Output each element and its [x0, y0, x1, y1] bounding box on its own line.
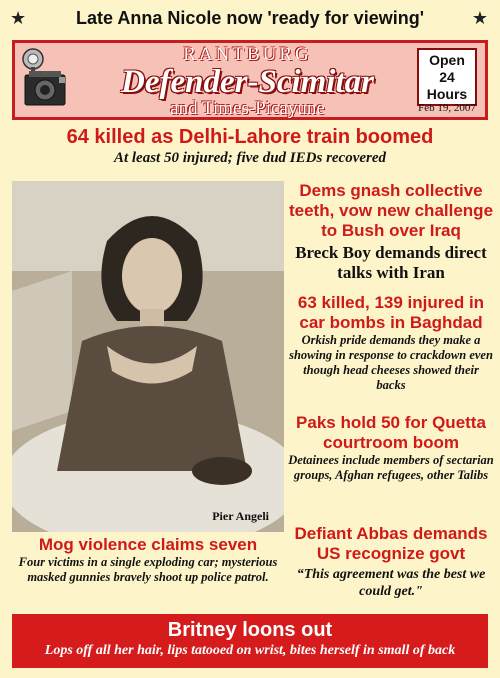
open-hours-box: [417, 48, 477, 106]
story-abbas: [288, 524, 494, 600]
story-subhead: “This agreement was the best we could get.": [296, 567, 486, 599]
masthead: [12, 40, 488, 120]
bottom-banner: [12, 614, 488, 668]
portrait-image: [12, 181, 284, 532]
story-baghdad: [288, 293, 494, 393]
story-mog: [12, 535, 284, 585]
masthead-line-defender: Defender-Scimitar: [121, 64, 374, 100]
story-headline[interactable]: Dems gnash collective teeth, vow new challenge to Bush over Iraq: [288, 181, 494, 240]
story-headline[interactable]: Paks hold 50 for Quetta courtroom boom: [296, 413, 486, 452]
photo-caption: Pier Angeli: [212, 509, 269, 523]
story-deck[interactable]: Breck Boy demands direct talks with Iran: [295, 243, 487, 282]
hours-line-24: 24: [439, 69, 455, 85]
story-subhead: Detainees include members of sectarian groups, Afghan refugees, other Talibs: [288, 453, 494, 482]
story-headline[interactable]: Mog violence claims seven: [38, 535, 258, 554]
feature-photo[interactable]: [12, 181, 284, 532]
story-quetta: [288, 413, 494, 483]
press-camera-icon: [19, 47, 71, 113]
bottom-banner-subhead: Lops off all her hair, lips tatooed on wrist, bites herself in small of back: [44, 643, 456, 658]
story-headline[interactable]: Defiant Abbas demands US recognize govt: [294, 524, 488, 563]
star-icon: ★: [471, 8, 488, 29]
lead-subhead: At least 50 injured; five dud IEDs recovered: [113, 150, 387, 166]
story-subhead: Orkish pride demands they make a showing in response to crackdown even though head cheeses showed their backs: [289, 333, 493, 392]
top-banner: [0, 0, 500, 38]
bottom-banner-headline[interactable]: Britney loons out: [167, 619, 333, 641]
hours-line-open: Open: [429, 52, 465, 68]
hours-line-hours: Hours: [426, 86, 468, 102]
masthead-line-times: and Times-Picayune: [170, 98, 325, 119]
masthead-line-rantburg: RANTBURG: [183, 44, 312, 65]
lead-headline[interactable]: 64 killed as Delhi-Lahore train boomed: [66, 126, 434, 148]
masthead-title[interactable]: [75, 45, 420, 117]
star-icon: ★: [10, 8, 27, 29]
story-dems: [288, 181, 494, 283]
story-headline[interactable]: 63 killed, 139 injured in car bombs in Baghdad: [297, 293, 485, 332]
story-subhead: Four victims in a single exploding car; mysterious masked gunnies bravely shoot up police patrol.: [18, 555, 278, 584]
top-banner-headline[interactable]: Late Anna Nicole now 'ready for viewing': [76, 8, 424, 28]
issue-date: Feb 19, 2007: [418, 102, 476, 114]
